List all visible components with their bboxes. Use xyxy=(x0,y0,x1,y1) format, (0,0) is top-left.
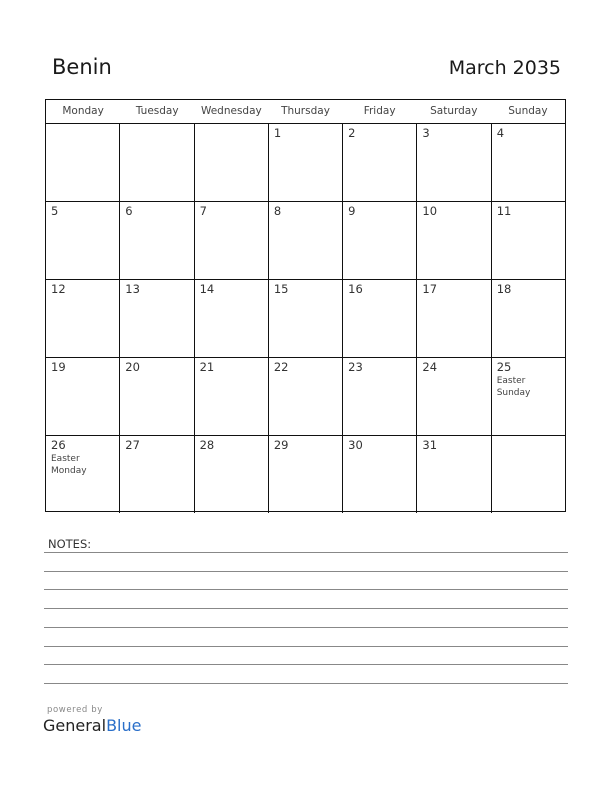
day-number: 26 xyxy=(51,438,66,452)
day-cell xyxy=(269,280,343,357)
day-cell xyxy=(417,202,491,279)
weekday-monday: Monday xyxy=(62,105,104,117)
day-cell xyxy=(195,202,269,279)
week-row xyxy=(46,124,565,202)
weekday-friday: Friday xyxy=(363,105,396,117)
day-number: 16 xyxy=(348,282,363,296)
country-title: Benin xyxy=(52,55,112,79)
day-cell xyxy=(120,280,194,357)
day-cell xyxy=(492,436,565,513)
generalblue-logo xyxy=(43,716,141,735)
month-year-title: March 2035 xyxy=(448,57,561,79)
day-cell xyxy=(492,358,565,435)
notes-line xyxy=(44,683,568,684)
day-number: 9 xyxy=(348,204,356,218)
week-row xyxy=(46,202,565,280)
day-cell xyxy=(417,436,491,513)
day-cell xyxy=(343,358,417,435)
day-number: 7 xyxy=(199,204,207,218)
day-cell xyxy=(417,358,491,435)
weekday-thursday: Thursday xyxy=(281,105,330,117)
day-cell xyxy=(195,280,269,357)
day-number: 27 xyxy=(125,438,140,452)
day-number: 18 xyxy=(496,282,512,296)
day-cell xyxy=(195,124,269,201)
notes-line xyxy=(44,571,568,572)
day-cell xyxy=(269,202,343,279)
day-cell xyxy=(46,202,120,279)
day-cell xyxy=(269,436,343,513)
day-cell xyxy=(343,202,417,279)
day-number: 30 xyxy=(348,438,363,452)
day-number: 14 xyxy=(199,282,215,296)
weekday-saturday: Saturday xyxy=(430,105,478,117)
day-number: 4 xyxy=(496,126,505,140)
day-cell xyxy=(417,280,491,357)
week-row xyxy=(46,436,565,513)
day-cell xyxy=(343,436,417,513)
day-number: 31 xyxy=(422,438,438,452)
day-number: 25 xyxy=(496,360,512,374)
brand-general: General xyxy=(43,716,107,735)
calendar-grid xyxy=(45,99,566,512)
day-cell xyxy=(46,436,120,513)
weekday-wednesday: Wednesday xyxy=(200,105,262,117)
day-cell xyxy=(492,280,565,357)
day-number: 2 xyxy=(348,126,356,140)
day-number: 23 xyxy=(348,360,363,374)
day-cell xyxy=(120,202,194,279)
notes-line xyxy=(44,664,568,665)
day-number: 6 xyxy=(125,204,133,218)
day-number: 10 xyxy=(422,204,438,218)
day-number: 1 xyxy=(273,126,282,140)
day-number: 5 xyxy=(51,204,59,218)
day-cell xyxy=(417,124,491,201)
day-cell xyxy=(492,202,565,279)
day-cell xyxy=(46,358,120,435)
day-cell xyxy=(343,124,417,201)
holiday-label: Easter Sunday xyxy=(496,376,531,398)
day-number: 12 xyxy=(51,282,66,296)
day-number: 20 xyxy=(125,360,140,374)
day-number: 24 xyxy=(422,360,438,374)
day-cell xyxy=(492,124,565,201)
weekday-header-row xyxy=(46,100,565,124)
notes-line xyxy=(44,627,568,628)
weekday-tuesday: Tuesday xyxy=(135,105,179,117)
day-cell xyxy=(46,124,120,201)
day-number: 15 xyxy=(273,282,289,296)
day-number: 11 xyxy=(496,204,512,218)
day-cell xyxy=(120,124,194,201)
day-number: 13 xyxy=(125,282,140,296)
day-number: 21 xyxy=(199,360,215,374)
day-number: 8 xyxy=(273,204,282,218)
day-number: 28 xyxy=(199,438,215,452)
day-number: 17 xyxy=(422,282,438,296)
day-cell xyxy=(269,358,343,435)
holiday-label: Easter Monday xyxy=(51,454,87,476)
day-number: 22 xyxy=(273,360,289,374)
week-row xyxy=(46,280,565,358)
day-cell xyxy=(120,358,194,435)
week-row xyxy=(46,358,565,436)
notes-line xyxy=(44,646,568,647)
day-cell xyxy=(195,358,269,435)
notes-line xyxy=(44,552,568,553)
notes-line xyxy=(44,608,568,609)
day-cell xyxy=(46,280,120,357)
day-number: 3 xyxy=(422,126,430,140)
day-cell xyxy=(269,124,343,201)
day-number: 29 xyxy=(273,438,289,452)
day-cell xyxy=(343,280,417,357)
brand-blue: Blue xyxy=(106,716,142,735)
day-number: 19 xyxy=(51,360,66,374)
notes-line xyxy=(44,589,568,590)
notes-label: NOTES: xyxy=(48,537,92,551)
calendar-weeks xyxy=(46,124,565,511)
day-cell xyxy=(195,436,269,513)
weekday-sunday: Sunday xyxy=(508,105,548,117)
day-cell xyxy=(120,436,194,513)
powered-by-text: powered by xyxy=(47,705,103,715)
